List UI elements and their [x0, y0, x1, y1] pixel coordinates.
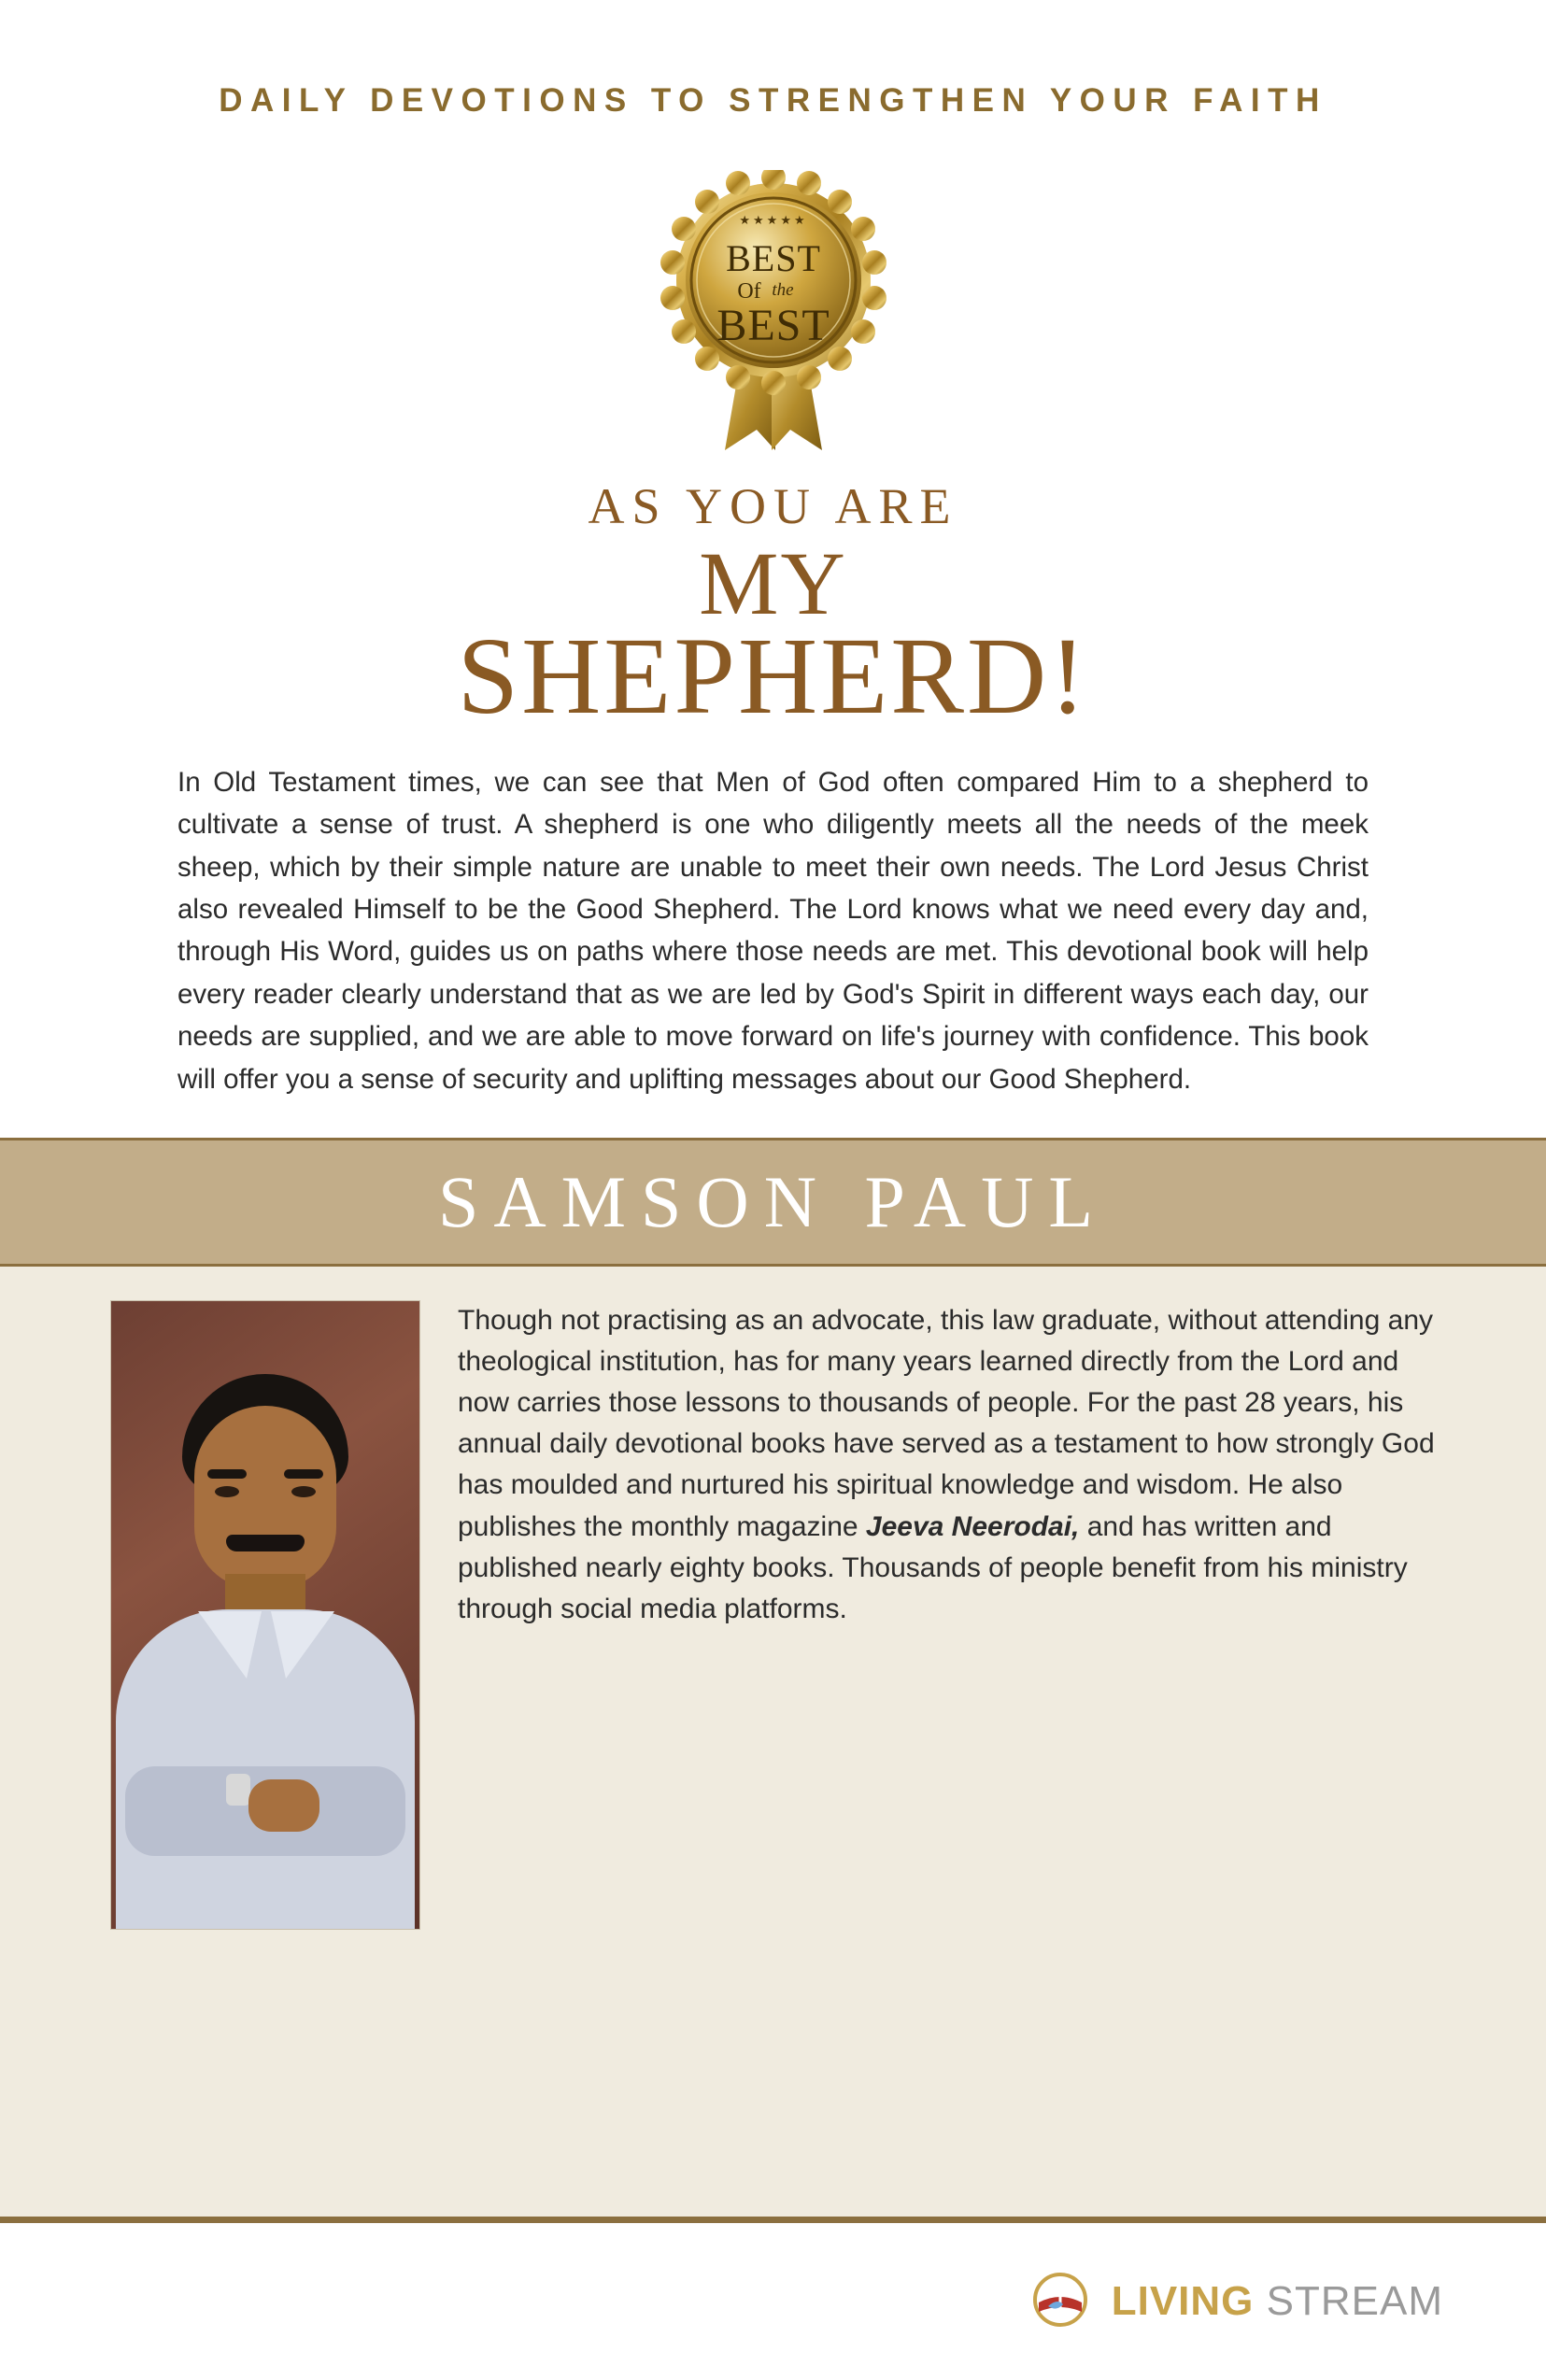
title-line-2: MY: [699, 532, 847, 633]
book-description: In Old Testament times, we can see that Men of God often compared Him to a shepherd to cultivate a sense of trust. A shepherd is one who diligently meets all the needs of the meek sheep, which by their simple nature are unable to meet their own needs. The Lord Jesus Christ also revealed Himself to be the Good Shepherd. The Lord knows what we need every day and, through His Word, guides us on paths where those needs are met. This devotional book will help every reader clearly understand that as we are led by God's Spirit in different ways each day, our needs are supplied, and we are able to move forward on life's journey with confidence. This book will offer you a sense of security and uplifting messages about our Good Shepherd.: [177, 766, 1369, 1095]
publisher-footer: [0, 2223, 1546, 2380]
dove-book-icon: [1029, 2271, 1095, 2333]
author-bio-text: [458, 1300, 1436, 2217]
author-name: SAMSON PAUL: [437, 1161, 1109, 1243]
svg-text:Of: Of: [736, 279, 761, 304]
portrait-brow-right: [284, 1469, 323, 1479]
portrait-hand: [248, 1779, 319, 1832]
best-of-the-best-seal: [0, 170, 1546, 460]
bio-part-2: and has written and published nearly eighty books. Thousands of people benefit from his ministry through social media platforms.: [458, 1510, 1408, 1624]
title-line-1: AS YOU ARE: [588, 478, 958, 534]
author-photo: [110, 1300, 420, 1930]
portrait-eye-left: [215, 1486, 239, 1497]
portrait-brow-left: [207, 1469, 247, 1479]
award-seal-icon: [652, 170, 895, 460]
publisher-name: [1112, 2278, 1443, 2325]
bio-part-1: Though not practising as an advocate, this law graduate, without attending any theological institution, has for many years learned directly from the Lord and now carries those lessons to thousands of people. For the past 28 years, his annual daily devotional books have served as a testament to how strongly God has moulded and nurtured his spiritual knowledge and wisdom. He also publishes the monthly magazine: [458, 1305, 1435, 1542]
author-name-band: [0, 1138, 1546, 1267]
portrait-eye-right: [291, 1486, 316, 1497]
portrait-collar-right: [271, 1611, 334, 1679]
magazine-name: Jeeva Neerodai,: [865, 1510, 1080, 1542]
svg-text:the: the: [771, 280, 794, 300]
portrait-face: [194, 1406, 336, 1589]
logo-word-living: LIVING: [1111, 2278, 1255, 2324]
svg-text:BEST: BEST: [725, 237, 821, 279]
tagline: DAILY DEVOTIONS TO STRENGTHEN YOUR FAITH: [219, 82, 1327, 119]
svg-text:★★★★★: ★★★★★: [738, 214, 808, 228]
svg-text:BEST: BEST: [716, 301, 830, 350]
portrait-wristwatch: [226, 1774, 250, 1806]
publisher-logo: [1029, 2271, 1443, 2333]
title-line-3: SHEPHERD!: [457, 614, 1089, 737]
book-title: [0, 478, 1546, 737]
author-bio-section: [0, 1267, 1546, 2223]
portrait-moustache: [226, 1535, 305, 1551]
logo-word-stream: STREAM: [1254, 2278, 1443, 2324]
portrait-collar-left: [198, 1611, 262, 1679]
